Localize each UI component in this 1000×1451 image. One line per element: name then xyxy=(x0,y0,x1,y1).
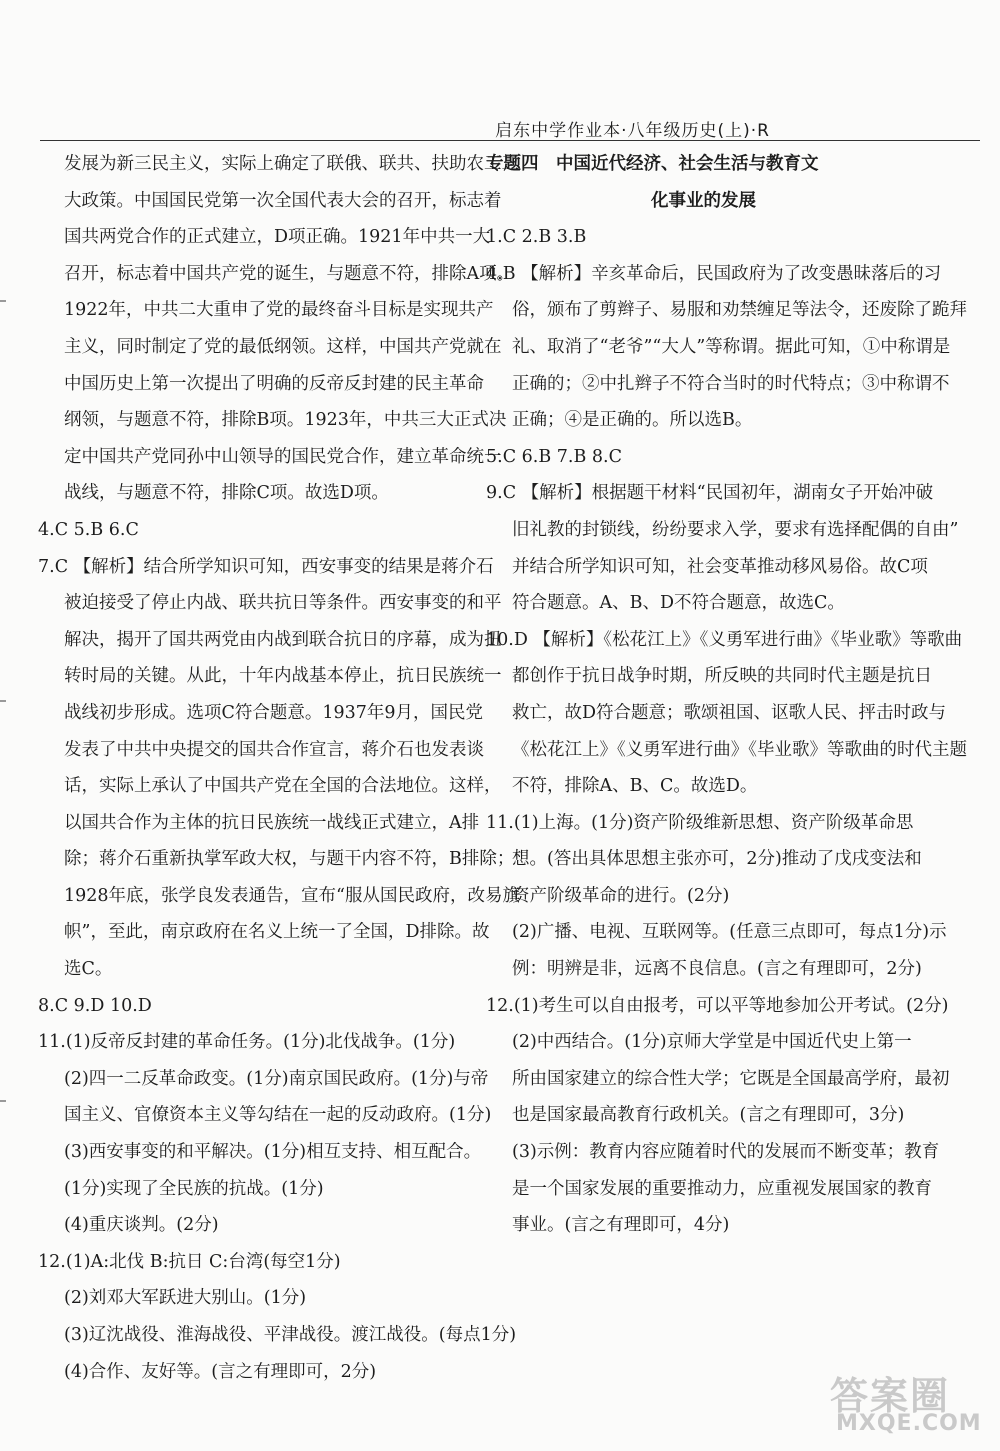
text-line: 被迫接受了停止内战、联共抗日等条件。西安事变的和平 xyxy=(64,593,502,614)
text-line: 定中国共产党同孙中山领导的国民党合作，建立革命统一 xyxy=(64,446,502,467)
watermark-url: MXQE.COM xyxy=(836,1411,982,1436)
text-line: 也是国家最高教育行政机关。(言之有理即可，3分) xyxy=(512,1105,905,1126)
text-line: 是一个国家发展的重要推动力，应重视发展国家的教育 xyxy=(512,1178,932,1199)
text-line: 话，实际上承认了中国共产党在全国的合法地位。这样， xyxy=(64,776,502,797)
text-line: 发表了中共中央提交的国共合作宣言，蒋介石也发表谈 xyxy=(64,739,484,760)
text-line: (2)中西结合。(1分)京师大学堂是中国近代史上第一 xyxy=(512,1032,912,1053)
text-line: 救亡，故D符合题意；歌颂祖国、讴歌人民、抨击时政与 xyxy=(512,702,947,723)
text-line: 以国共合作为主体的抗日民族统一战线正式建立，A排 xyxy=(64,812,480,833)
text-line: 转时局的关键。从此，十年内战基本停止，抗日民族统一 xyxy=(64,666,502,687)
text-line: (3)西安事变的和平解决。(1分)相互支持、相互配合。 xyxy=(64,1142,482,1163)
text-line: 4.C 5.B 6.C xyxy=(38,519,139,540)
watermark-logo xyxy=(830,1365,990,1445)
text-line: 除；蒋介石重新执掌军政大权，与题干内容不符，B排除； xyxy=(64,849,515,870)
text-line: (2)刘邓大军跃进大别山。(1分) xyxy=(64,1288,307,1309)
header-title: 启东中学作业本·八年级历史(上)·R xyxy=(495,121,770,141)
text-line: 1928年底，张学良发表通告，宣布“服从国民政府，改易旗 xyxy=(64,885,520,906)
right-column xyxy=(486,146,967,1244)
text-line: 5.C 6.B 7.B 8.C xyxy=(486,446,622,467)
section-heading: 专题四 中国近代经济、社会生活与教育文 xyxy=(486,154,819,174)
text-line: 9.C 【解析】根据题干材料“民国初年，湖南女子开始冲破 xyxy=(486,483,934,504)
text-line: 中国历史上第一次提出了明确的反帝反封建的民主革命 xyxy=(64,373,484,394)
text-line: 1922年，中共二大重申了党的最终奋斗目标是实现共产 xyxy=(64,300,494,321)
text-line: 所由国家建立的综合性大学；它既是全国最高学府，最初 xyxy=(512,1068,950,1089)
text-line: 纲领，与题意不符，排除B项。1923年，中共三大正式决 xyxy=(64,410,507,431)
text-line: 《松花江上》《义勇军进行曲》《毕业歌》等歌曲的时代主题 xyxy=(512,739,967,760)
text-line: 帜”，至此，南京政府在名义上统一了全国，D排除。故 xyxy=(64,922,490,943)
text-line: 例：明辨是非，远离不良信息。(言之有理即可，2分) xyxy=(512,959,922,980)
text-line: (2)四一二反革命政变。(1分)南京国民政府。(1分)与帝 xyxy=(64,1068,489,1089)
text-line: 12.(1)A:北伐 B:抗日 C:台湾(每空1分) xyxy=(38,1251,341,1272)
text-line: (1分)实现了全民族的抗战。(1分) xyxy=(64,1178,324,1199)
text-line: 想。(答出具体思想主张亦可，2分)推动了戊戌变法和 xyxy=(512,849,922,870)
text-line: 大政策。中国国民党第一次全国代表大会的召开，标志着 xyxy=(64,190,502,211)
binding-mark xyxy=(0,300,6,302)
text-line: 俗，颁布了剪辫子、易服和劝禁缠足等法令，还废除了跪拜 xyxy=(512,300,967,321)
page-header xyxy=(40,116,980,141)
text-line: 战线初步形成。选项C符合题意。1937年9月，国民党 xyxy=(64,702,484,723)
text-line: 旧礼教的封锁线，纷纷要求入学，要求有选择配偶的自由” xyxy=(512,519,959,540)
text-line: 战线，与题意不符，排除C项。故选D项。 xyxy=(64,483,389,504)
text-line: 7.C 【解析】结合所学知识可知，西安事变的结果是蒋介石 xyxy=(38,556,494,577)
text-line: 12.(1)考生可以自由报考，可以平等地参加公开考试。(2分) xyxy=(486,995,949,1016)
text-line: 事业。(言之有理即可，4分) xyxy=(512,1215,730,1236)
right-answers xyxy=(486,219,967,1244)
text-line: 不符，排除A、B、C。故选D。 xyxy=(512,776,758,797)
binding-mark xyxy=(0,700,6,702)
text-line: 主义，同时制定了党的最低纲领。这样，中国共产党就在 xyxy=(64,336,502,357)
text-line: 国主义、官僚资本主义等勾结在一起的反动政府。(1分) xyxy=(64,1105,492,1126)
text-line: 4.B 【解析】辛亥革命后，民国政府为了改变愚昧落后的习 xyxy=(486,263,942,284)
text-line: 11.(1)反帝反封建的革命任务。(1分)北伐战争。(1分) xyxy=(38,1032,456,1053)
text-line: (2)广播、电视、互联网等。(任意三点即可，每点1分)示 xyxy=(512,922,947,943)
text-line: 正确的；②中扎辫子不符合当时的时代特点；③中称谓不 xyxy=(512,373,950,394)
text-line: 召开，标志着中国共产党的诞生，与题意不符，排除A项。 xyxy=(64,263,515,284)
text-line: 资产阶级革命的进行。(2分) xyxy=(512,885,730,906)
section-heading-continued: 化事业的发展 xyxy=(651,190,756,211)
text-line: 解决，揭开了国共两党由内战到联合抗日的序幕，成为扭 xyxy=(64,629,502,650)
text-line: 正确；④是正确的。所以选B。 xyxy=(512,410,753,431)
text-line: 并结合所学知识可知，社会变革推动移风易俗。故C项 xyxy=(512,556,928,577)
text-line: (3)辽沈战役、淮海战役、平津战役。渡江战役。(每点1分) xyxy=(64,1325,517,1345)
watermark-text: 答案圈 xyxy=(830,1374,951,1418)
text-line: 国共两党合作的正式建立，D项正确。1921年中共一大 xyxy=(64,227,491,248)
text-line: (3)示例：教育内容应随着时代的发展而不断变革；教育 xyxy=(512,1142,940,1163)
left-column xyxy=(38,146,520,1390)
text-line: 1.C 2.B 3.B xyxy=(486,227,587,248)
text-line: 符合题意。A、B、D不符合题意，故选C。 xyxy=(512,593,845,614)
text-line: 都创作于抗日战争时期，所反映的共同时代主题是抗日 xyxy=(512,666,932,687)
text-line: (4)重庆谈判。(2分) xyxy=(64,1215,219,1236)
text-line: (4)合作、友好等。(言之有理即可，2分) xyxy=(64,1361,377,1382)
text-line: 8.C 9.D 10.D xyxy=(38,995,152,1016)
text-line: 礼、取消了“老爷”“大人”等称谓。据此可知，①中称谓是 xyxy=(512,336,951,357)
text-line: 11.(1)上海。(1分)资产阶级维新思想、资产阶级革命思 xyxy=(486,812,914,833)
text-line: 选C。 xyxy=(64,959,113,980)
text-line: 发展为新三民主义，实际上确定了联俄、联共、扶助农工三 xyxy=(64,154,519,174)
binding-mark xyxy=(0,1100,6,1102)
text-line: 10.D 【解析】《松花江上》《义勇军进行曲》《毕业歌》等歌曲 xyxy=(486,629,963,650)
